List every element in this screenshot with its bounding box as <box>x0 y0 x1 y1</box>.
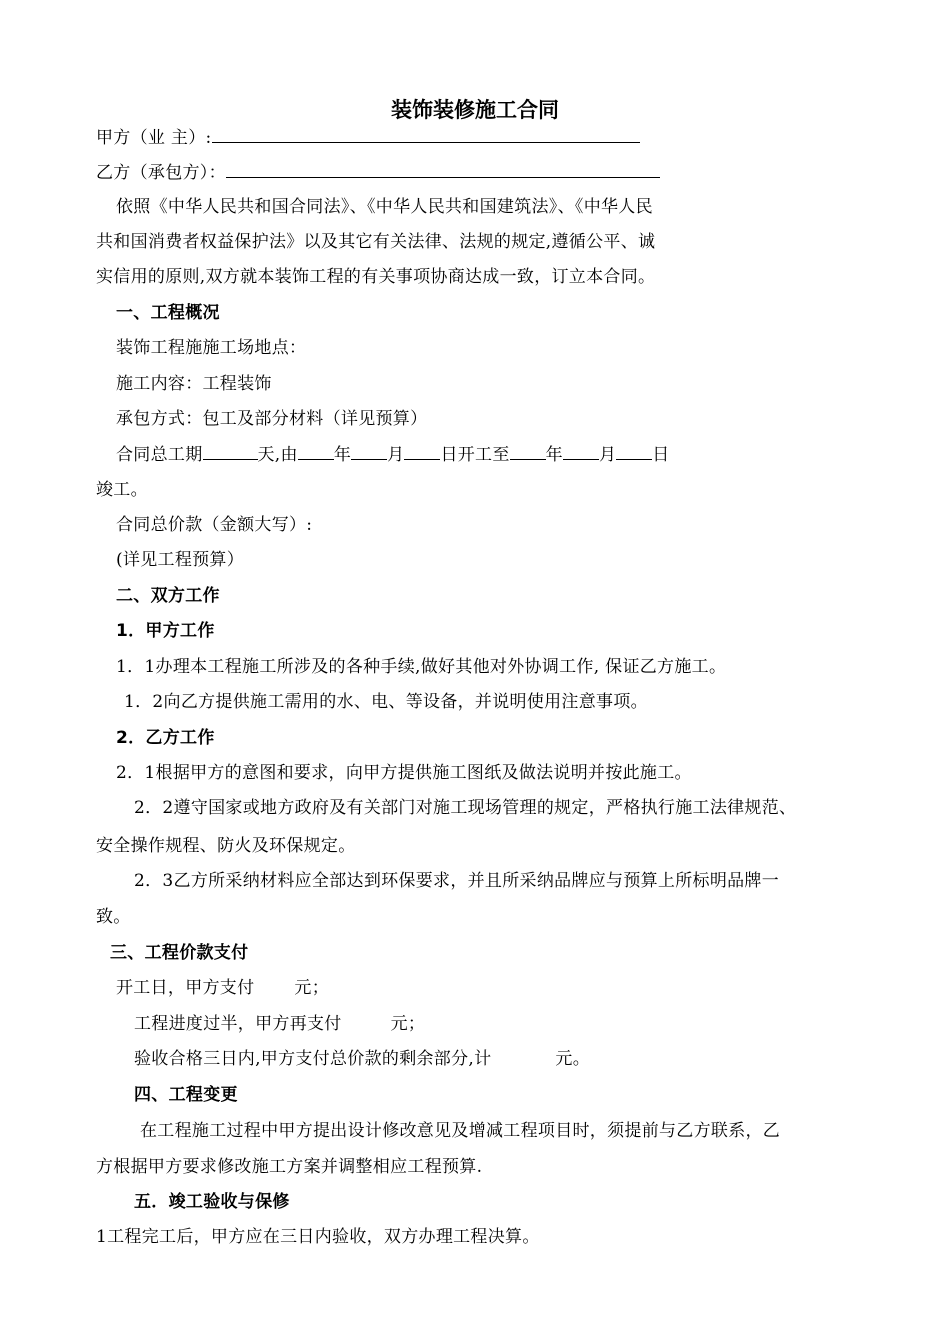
item-2-2-line-2: 安全操作规程、防火及环保规定。 <box>96 836 356 856</box>
party-a-line <box>96 127 640 148</box>
section-1-heading: 一、工程概况 <box>116 303 220 323</box>
item-1-1: 1．1办理本工程施工所涉及的各种手续,做好其他对外协调工作, 保证乙方施工。 <box>116 657 727 677</box>
party-a-work-heading: 1．甲方工作 <box>116 621 215 641</box>
period-days-blank <box>203 444 258 460</box>
item-2-1: 2．1根据甲方的意图和要求，向甲方提供施工图纸及做法说明并按此施工。 <box>116 763 692 783</box>
payment-1 <box>116 978 329 998</box>
item-2-3-line-1: 2．3乙方所采纳材料应全部达到环保要求，并且所采纳品牌应与预算上所标明品牌一 <box>134 871 780 891</box>
method-line: 承包方式：包工及部分材料（详见预算） <box>116 409 428 429</box>
party-b-blank <box>226 162 660 178</box>
start-day-blank <box>404 444 440 460</box>
payment-2-unit: 元； <box>390 1014 426 1034</box>
intro-line-3: 实信用的原则,双方就本装饰工程的有关事项协商达成一致，订立本合同。 <box>96 267 656 287</box>
item-2-2-line-1: 2．2遵守国家或地方政府及有关部门对施工现场管理的规定，严格执行施工法律规范、 <box>134 798 797 818</box>
start-month-blank <box>351 444 387 460</box>
party-b-work-heading: 2．乙方工作 <box>116 728 215 748</box>
content-line: 施工内容：工程装饰 <box>116 374 272 394</box>
party-a-label: 甲方（业 主）: <box>96 128 212 148</box>
intro-line-1: 依照《中华人民共和国合同法》、《中华人民共和国建筑法》、《中华人民 <box>116 197 653 217</box>
end-day-unit: 日 <box>652 445 670 465</box>
price-line: 合同总价款（金额大写）: <box>116 515 313 535</box>
end-month-unit: 月 <box>598 445 617 465</box>
end-year-blank <box>510 444 546 460</box>
item-1-2: 1．2向乙方提供施工需用的水、电、等设备，并说明使用注意事项。 <box>124 692 648 712</box>
party-b-line <box>96 162 660 183</box>
section-2-heading: 二、双方工作 <box>116 586 220 606</box>
intro-line-2: 共和国消费者权益保护法》以及其它有关法律、法规的规定,遵循公平、诚 <box>96 232 656 252</box>
end-year-unit: 年 <box>545 445 563 465</box>
change-line-2: 方根据甲方要求修改施工方案并调整相应工程预算. <box>96 1157 483 1177</box>
period-end-line: 竣工。 <box>96 480 148 500</box>
end-day-blank <box>616 444 652 460</box>
site-line: 装饰工程施施工场地点： <box>116 338 307 358</box>
document-title: 装饰装修施工合同 <box>391 98 559 122</box>
change-line-1: 在工程施工过程中甲方提出设计修改意见及增减工程项目时，须提前与乙方联系，乙 <box>140 1121 781 1141</box>
start-month-unit: 月 <box>387 445 405 465</box>
start-year-blank <box>298 444 334 460</box>
price-note-line: (详见工程预算） <box>116 550 245 570</box>
payment-3-unit: 元。 <box>555 1049 591 1069</box>
start-year-unit: 年 <box>333 445 352 465</box>
section-4-heading: 四、工程变更 <box>134 1085 238 1105</box>
period-label: 合同总工期 <box>116 445 203 465</box>
payment-1-unit: 元； <box>294 978 330 998</box>
start-day-unit: 日开工至 <box>440 445 510 465</box>
acceptance-item-1: 1工程完工后，甲方应在三日内验收，双方办理工程决算。 <box>96 1227 540 1247</box>
payment-3-label: 验收合格三日内,甲方支付总价款的剩余部分,计 <box>134 1049 492 1069</box>
party-b-label: 乙方（承包方）： <box>96 163 226 183</box>
payment-2-label: 工程进度过半，甲方再支付 <box>134 1014 342 1034</box>
period-line <box>116 444 670 465</box>
item-2-3-line-2: 致。 <box>96 907 131 927</box>
period-days-unit: 天,由 <box>257 445 298 465</box>
section-3-heading: 三、工程价款支付 <box>110 943 249 963</box>
section-5-heading: 五．竣工验收与保修 <box>134 1192 290 1212</box>
payment-2 <box>134 1014 425 1034</box>
payment-3 <box>134 1049 590 1069</box>
end-month-blank <box>563 444 599 460</box>
payment-1-label: 开工日，甲方支付 <box>116 978 255 998</box>
party-a-blank <box>212 127 640 143</box>
